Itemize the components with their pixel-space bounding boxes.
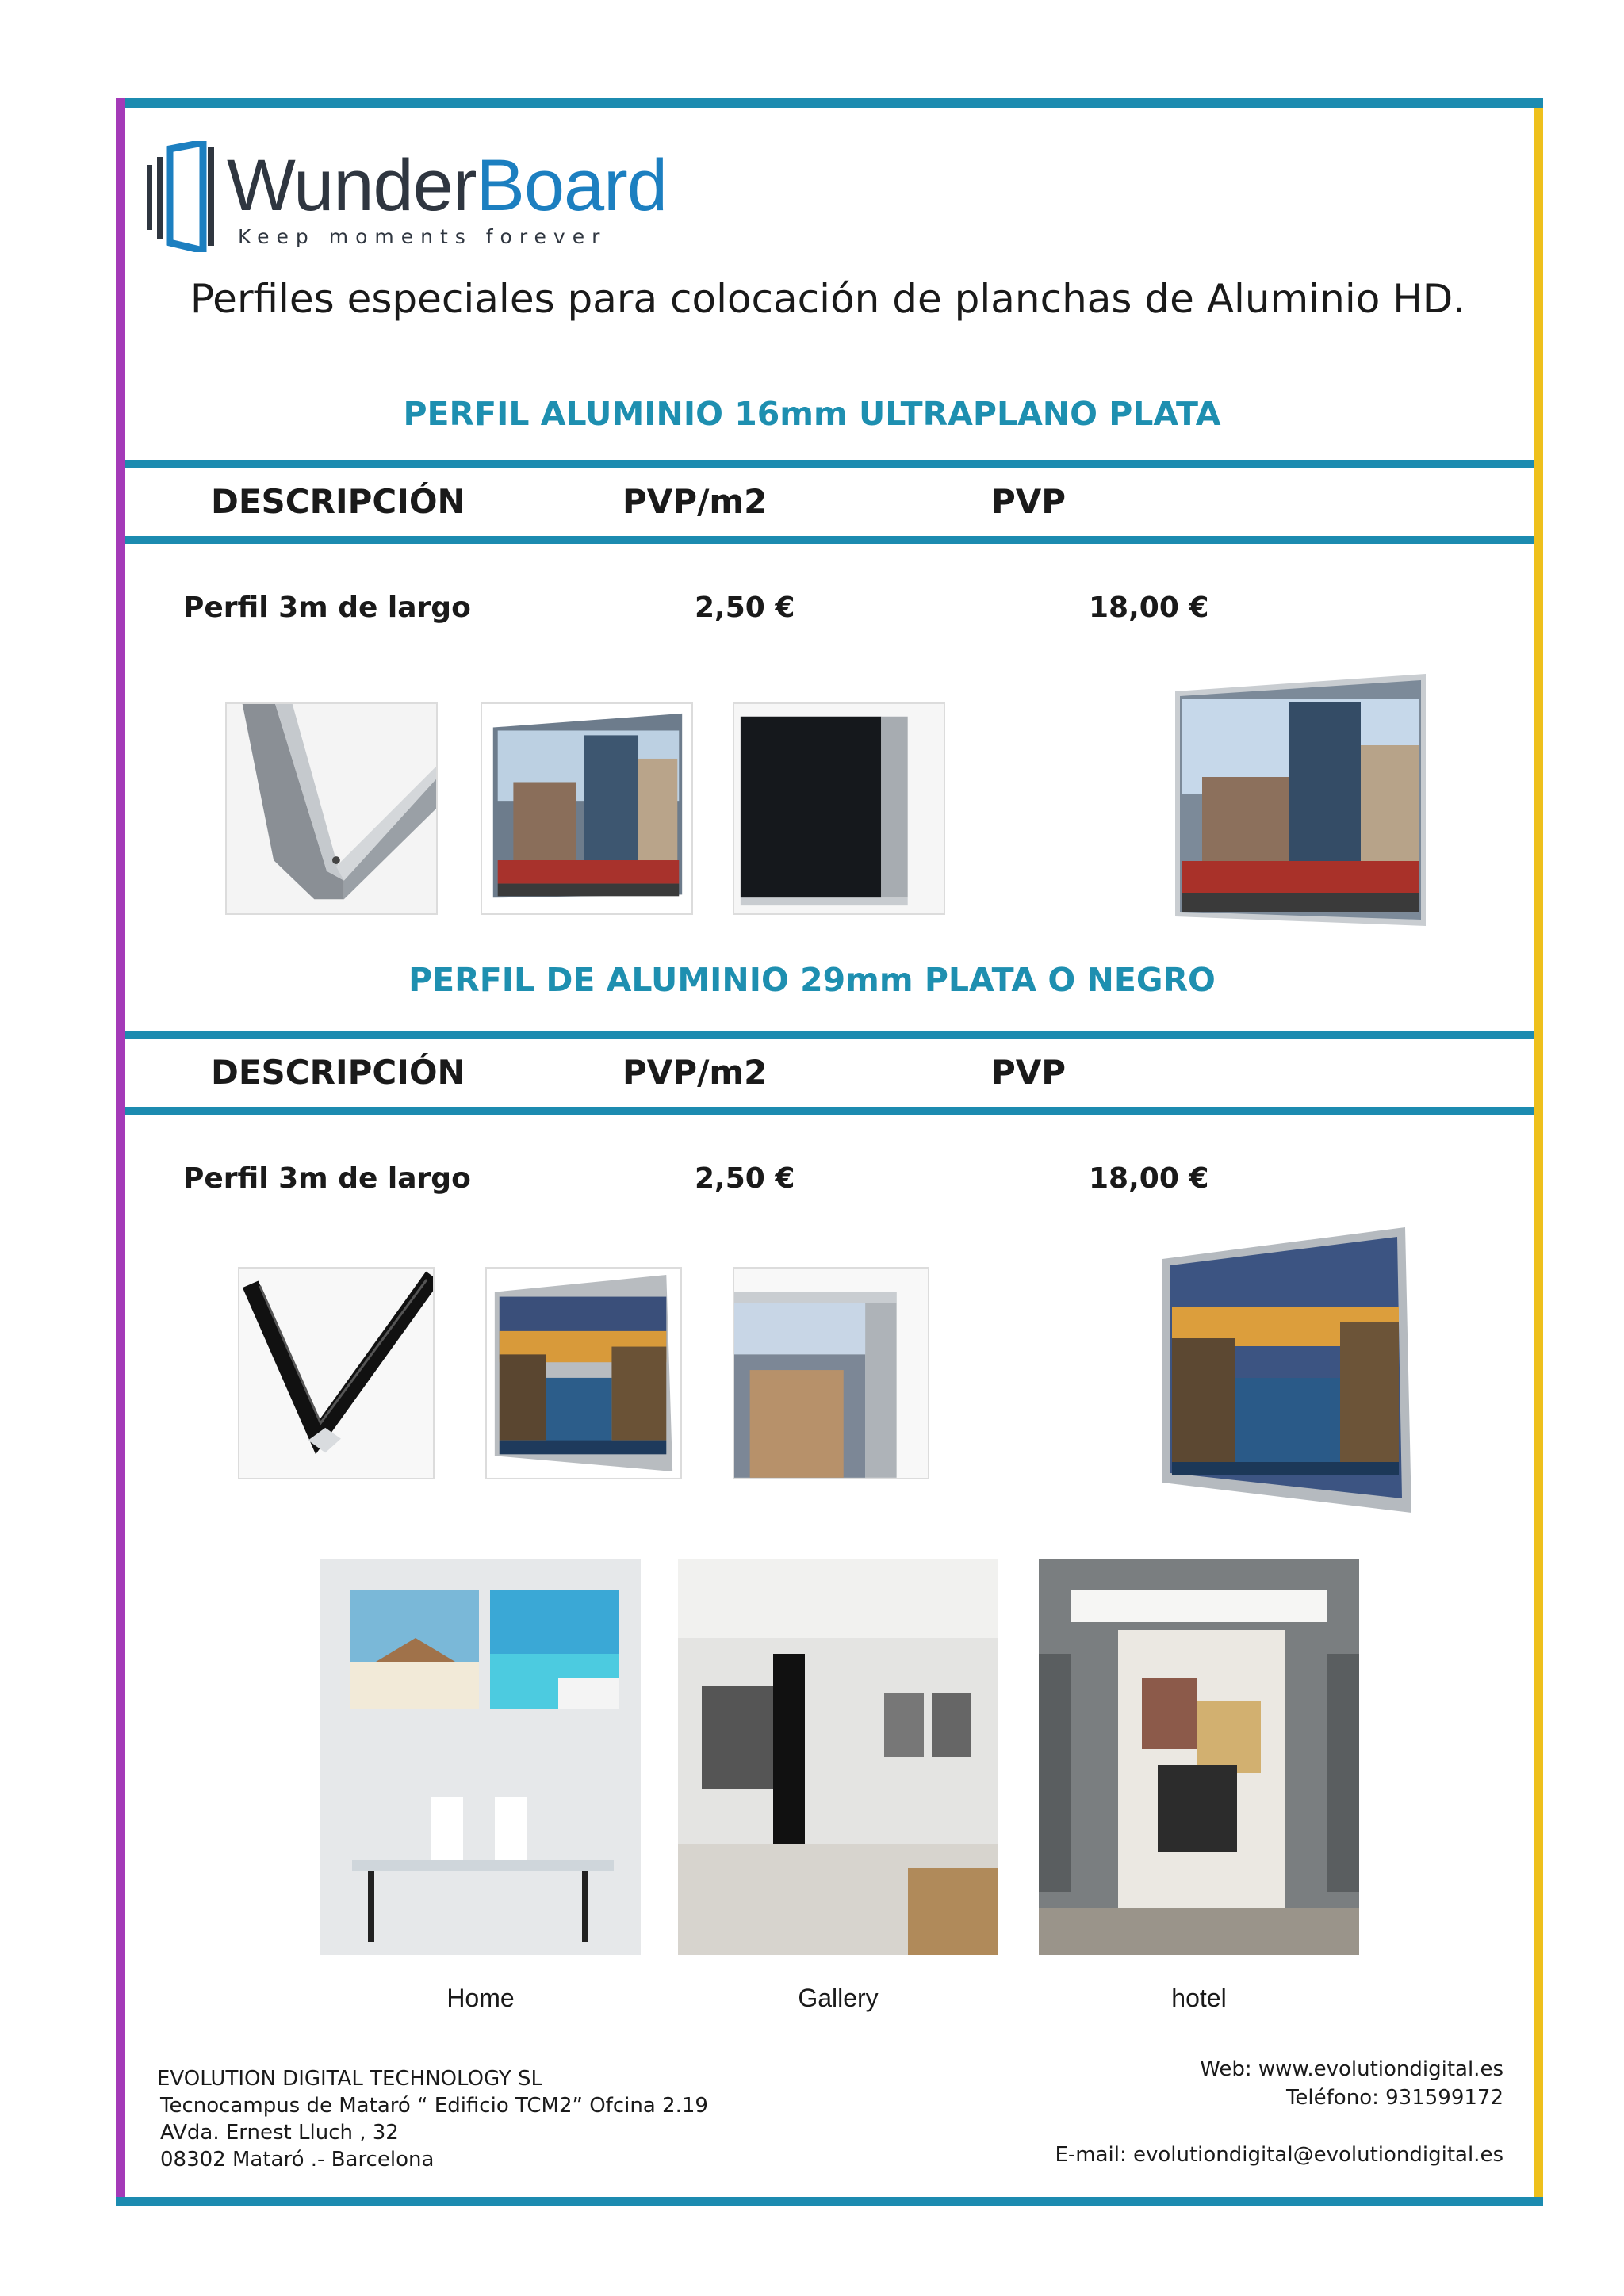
profile-16mm-photo-panel-image <box>481 702 693 915</box>
section-2-description-cell: Perfil 3m de largo <box>183 1162 471 1195</box>
footer-email: E-mail: evolutiondigital@evolutiondigital.es <box>1055 2143 1503 2167</box>
section-1-header-description: DESCRIPCIÓN <box>211 482 465 521</box>
section-2-header-description: DESCRIPCIÓN <box>211 1053 465 1092</box>
profile-29mm-silver-corner-image <box>733 1267 929 1479</box>
home-photo-image <box>320 1559 641 1955</box>
hotel-caption: hotel <box>1171 1984 1227 2012</box>
profile-16mm-corner-image <box>225 702 438 915</box>
gallery-caption: Gallery <box>798 1984 879 2012</box>
page-subtitle: Perfiles especiales para colocación de planchas de Aluminio HD. <box>190 276 1466 322</box>
frame-bottom-border <box>116 2197 1543 2206</box>
profile-16mm-framed-photo-image <box>1170 674 1431 936</box>
section-2-pvp-cell: 18,00 € <box>1089 1162 1209 1195</box>
footer-address-line3: 08302 Mataró .- Barcelona <box>160 2148 435 2172</box>
section-1-title: PERFIL ALUMINIO 16mm ULTRAPLANO PLATA <box>403 395 1221 433</box>
section-2-header-top-rule <box>125 1031 1534 1039</box>
section-1-description-cell: Perfil 3m de largo <box>183 591 471 624</box>
footer-phone: Teléfono: 931599172 <box>1285 2086 1503 2110</box>
profile-29mm-venice-panel-image <box>485 1267 682 1479</box>
hotel-photo-image <box>1039 1559 1359 1955</box>
section-1-pvp-m2-cell: 2,50 € <box>695 591 795 624</box>
section-1-header-bottom-rule <box>125 536 1534 544</box>
section-2-header-pvp-m2: PVP/m2 <box>622 1053 768 1092</box>
section-1-header-top-rule <box>125 460 1534 468</box>
footer-address-line1: Tecnocampus de Mataró “ Edificio TCM2” Ofcina 2.19 <box>160 2094 708 2118</box>
section-1-header-pvp: PVP <box>991 482 1067 521</box>
wunderboard-logo-icon <box>146 141 219 252</box>
section-1-header-pvp-m2: PVP/m2 <box>622 482 768 521</box>
footer-address-line2: AVda. Ernest Lluch , 32 <box>160 2121 399 2145</box>
profile-29mm-framed-venice-image <box>1158 1227 1411 1513</box>
footer-company: EVOLUTION DIGITAL TECHNOLOGY SL <box>157 2067 543 2091</box>
section-2-pvp-m2-cell: 2,50 € <box>695 1162 795 1195</box>
footer-web: Web: www.evolutiondigital.es <box>1200 2057 1503 2081</box>
profile-16mm-edge-image <box>733 702 945 915</box>
profile-29mm-black-corner-image <box>238 1267 435 1479</box>
gallery-photo-image <box>678 1559 998 1955</box>
logo-tagline: Keep moments forever <box>238 225 607 248</box>
section-1-pvp-cell: 18,00 € <box>1089 591 1209 624</box>
logo-wordmark: WunderBoard <box>227 145 667 226</box>
section-2-header-pvp: PVP <box>991 1053 1067 1092</box>
home-caption: Home <box>446 1984 515 2012</box>
section-2-header-bottom-rule <box>125 1107 1534 1115</box>
section-2-title: PERFIL DE ALUMINIO 29mm PLATA O NEGRO <box>408 961 1216 999</box>
frame-top-border <box>116 98 1543 108</box>
